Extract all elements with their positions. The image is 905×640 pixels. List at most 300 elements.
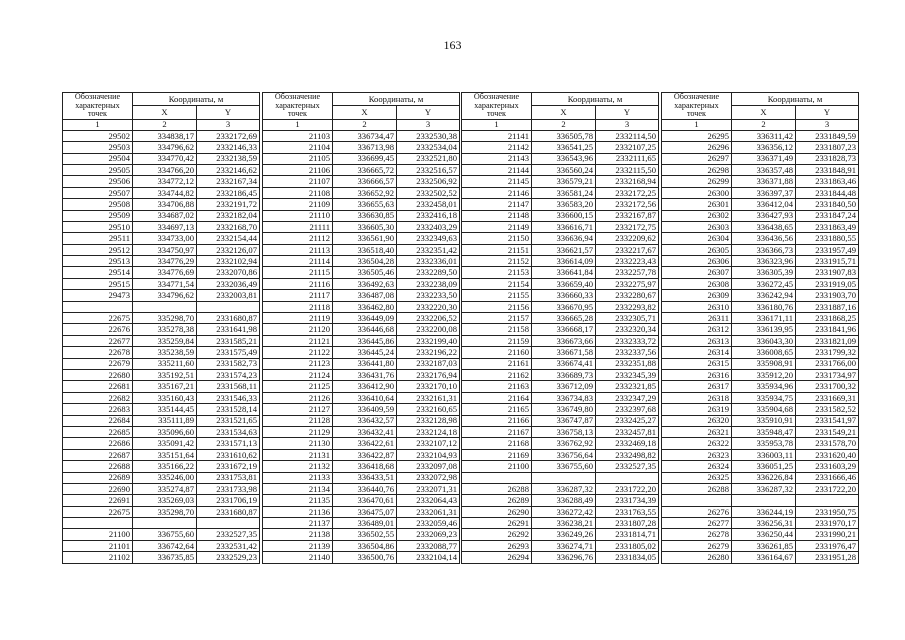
x-value: 336742,64: [133, 540, 197, 551]
y-value: 2332289,50: [397, 267, 460, 278]
point-id: 21168: [462, 438, 532, 449]
table-row: [63, 313, 260, 324]
table-row: [662, 256, 859, 267]
x-value: 336470,61: [333, 495, 397, 506]
table-row: [462, 392, 659, 403]
point-id: 26279: [662, 540, 732, 551]
x-value: 336250,44: [732, 529, 796, 540]
point-id: 21162: [462, 369, 532, 380]
coordinates-header: Координаты, м: [333, 93, 460, 106]
table-row: [462, 142, 659, 153]
point-id: [462, 472, 532, 483]
table-row: [63, 438, 260, 449]
point-id: 21166: [462, 415, 532, 426]
x-value: 336418,68: [333, 461, 397, 472]
table-row: [263, 142, 460, 153]
table-row: [462, 415, 659, 426]
table-row: [462, 244, 659, 255]
y-value: 2331571,13: [197, 438, 260, 449]
table-row: [462, 164, 659, 175]
y-value: 2332104,14: [397, 552, 460, 563]
point-id: 21148: [462, 210, 532, 221]
x-value: 334706,88: [133, 199, 197, 210]
header-row: [462, 93, 659, 106]
table-row: [662, 347, 859, 358]
column-number: 1: [263, 119, 333, 130]
point-id: 22675: [63, 506, 133, 517]
point-id: 21131: [263, 449, 333, 460]
y-value: 2332351,88: [596, 358, 659, 369]
y-value: 2331734,39: [596, 495, 659, 506]
y-value: 2331568,11: [197, 381, 260, 392]
y-value: 2331907,83: [796, 267, 859, 278]
y-value: 2331734,97: [796, 369, 859, 380]
point-id: 26290: [462, 506, 532, 517]
x-value: 336605,30: [333, 221, 397, 232]
table-row: [662, 369, 859, 380]
y-value: 2332397,68: [596, 404, 659, 415]
x-value: 335167,21: [133, 381, 197, 392]
table-row: [662, 313, 859, 324]
point-id: 29515: [63, 278, 133, 289]
table-row: [63, 483, 260, 494]
x-value: 336043,30: [732, 335, 796, 346]
point-id: 26308: [662, 278, 732, 289]
column-number: 3: [397, 119, 460, 130]
x-value: 334796,62: [133, 142, 197, 153]
point-id: 26309: [662, 290, 732, 301]
y-header: Y: [197, 106, 260, 119]
x-value: 335953,78: [732, 438, 796, 449]
x-value: 336504,86: [333, 540, 397, 551]
point-id: 26306: [662, 256, 732, 267]
x-value: 336274,71: [532, 540, 596, 551]
table-row: [263, 244, 460, 255]
x-value: 334776,29: [133, 256, 197, 267]
table-row: [662, 221, 859, 232]
table-row: [63, 415, 260, 426]
table-row: [462, 495, 659, 506]
x-value: 336755,60: [532, 461, 596, 472]
x-value: 336666,57: [333, 176, 397, 187]
y-value: 2331680,87: [197, 506, 260, 517]
y-value: 2332233,50: [397, 290, 460, 301]
point-id: 29512: [63, 244, 133, 255]
y-value: 2332196,22: [397, 347, 460, 358]
point-id: 22685: [63, 426, 133, 437]
x-value: 334687,02: [133, 210, 197, 221]
table-row: [263, 506, 460, 517]
x-value: 336436,56: [732, 233, 796, 244]
header-row: [63, 93, 260, 106]
y-value: 2331620,40: [796, 449, 859, 460]
x-value: 336502,55: [333, 529, 397, 540]
point-id: 26294: [462, 552, 532, 563]
coordinates-table-1: [62, 92, 260, 564]
x-value: 336261,85: [732, 540, 796, 551]
x-value: 336242,94: [732, 290, 796, 301]
table-row: [263, 267, 460, 278]
y-value: 2332351,42: [397, 244, 460, 255]
table-row: [662, 335, 859, 346]
point-id: 21123: [263, 358, 333, 369]
y-value: 2332516,57: [397, 164, 460, 175]
point-id: [662, 495, 732, 506]
point-id: 21102: [63, 552, 133, 563]
y-value: 2332220,30: [397, 301, 460, 312]
x-value: 336422,87: [333, 449, 397, 460]
point-id: 22680: [63, 369, 133, 380]
point-id: 21136: [263, 506, 333, 517]
point-id: 22688: [63, 461, 133, 472]
x-value: 335211,60: [133, 358, 197, 369]
x-value: 335910,91: [732, 415, 796, 426]
point-id: 22678: [63, 347, 133, 358]
x-value: 334770,42: [133, 153, 197, 164]
y-value: 2332534,04: [397, 142, 460, 153]
point-id: 21135: [263, 495, 333, 506]
y-value: 2332257,78: [596, 267, 659, 278]
point-id: 21112: [263, 233, 333, 244]
table-row: [662, 358, 859, 369]
point-id: 21143: [462, 153, 532, 164]
x-value: [133, 301, 197, 312]
x-value: 336440,76: [333, 483, 397, 494]
coordinates-header: Координаты, м: [532, 93, 659, 106]
x-value: [133, 518, 197, 529]
table-row: [63, 130, 260, 141]
x-value: 336287,32: [732, 483, 796, 494]
x-value: 336505,46: [333, 267, 397, 278]
y-value: 2331821,09: [796, 335, 859, 346]
column-number: 2: [133, 119, 197, 130]
x-value: 335091,42: [133, 438, 197, 449]
y-value: 2332530,38: [397, 130, 460, 141]
table-row: [263, 392, 460, 403]
y-value: 2331700,32: [796, 381, 859, 392]
y-value: 2332061,31: [397, 506, 460, 517]
y-value: 2331733,98: [197, 483, 260, 494]
table-row: [662, 199, 859, 210]
y-value: 2332059,46: [397, 518, 460, 529]
point-id: 22679: [63, 358, 133, 369]
y-value: 2332469,18: [596, 438, 659, 449]
point-id: 29507: [63, 187, 133, 198]
y-value: 2331585,21: [197, 335, 260, 346]
point-id: 21110: [263, 210, 333, 221]
point-id: 21151: [462, 244, 532, 255]
point-id: 21167: [462, 426, 532, 437]
x-value: 336422,61: [333, 438, 397, 449]
y-value: 2332104,93: [397, 449, 460, 460]
x-value: 336244,19: [732, 506, 796, 517]
x-value: 334766,20: [133, 164, 197, 175]
y-value: 2331672,19: [197, 461, 260, 472]
point-id: 26288: [662, 483, 732, 494]
point-id: 21145: [462, 176, 532, 187]
header-row: [662, 93, 859, 106]
x-value: 336492,63: [333, 278, 397, 289]
y-value: 2332128,98: [397, 415, 460, 426]
table-row: [662, 381, 859, 392]
x-value: 336561,90: [333, 233, 397, 244]
point-id: 22689: [63, 472, 133, 483]
y-value: 2332345,39: [596, 369, 659, 380]
column-number: 3: [197, 119, 260, 130]
y-value: 2331706,19: [197, 495, 260, 506]
x-value: 336734,83: [532, 392, 596, 403]
point-id: 29511: [63, 233, 133, 244]
x-header: X: [133, 106, 197, 119]
point-id: 29503: [63, 142, 133, 153]
point-id: 26292: [462, 529, 532, 540]
y-value: 2331722,20: [796, 483, 859, 494]
y-value: 2332293,82: [596, 301, 659, 312]
x-value: 335298,70: [133, 506, 197, 517]
x-header: X: [532, 106, 596, 119]
x-value: 336665,72: [333, 164, 397, 175]
x-value: 336747,87: [532, 415, 596, 426]
point-id: 26322: [662, 438, 732, 449]
point-id: 26296: [662, 142, 732, 153]
point-id: 21146: [462, 187, 532, 198]
point-id: 21117: [263, 290, 333, 301]
x-value: 334697,13: [133, 221, 197, 232]
point-id: 26307: [662, 267, 732, 278]
point-id: 26291: [462, 518, 532, 529]
x-value: 334772,12: [133, 176, 197, 187]
table-row: [263, 335, 460, 346]
y-value: 2332124,18: [397, 426, 460, 437]
table-row: [662, 153, 859, 164]
x-value: 336238,21: [532, 518, 596, 529]
y-value: 2331578,70: [796, 438, 859, 449]
x-value: 336171,11: [732, 313, 796, 324]
point-id: 26325: [662, 472, 732, 483]
table-row: [63, 358, 260, 369]
x-value: 336668,17: [532, 324, 596, 335]
x-value: 336449,09: [333, 313, 397, 324]
table-row: [263, 358, 460, 369]
x-value: 336755,60: [133, 529, 197, 540]
table-row: [63, 221, 260, 232]
y-value: 2332199,40: [397, 335, 460, 346]
x-value: 334776,69: [133, 267, 197, 278]
point-id: 29509: [63, 210, 133, 221]
y-value: 2332223,43: [596, 256, 659, 267]
table-row: [263, 483, 460, 494]
x-value: 336164,67: [732, 552, 796, 563]
x-value: 336652,92: [333, 187, 397, 198]
y-value: 2332168,94: [596, 176, 659, 187]
y-value: 2331799,32: [796, 347, 859, 358]
point-id: 21113: [263, 244, 333, 255]
y-value: [197, 301, 260, 312]
table-row: [263, 187, 460, 198]
y-value: 2332521,80: [397, 153, 460, 164]
x-value: 335238,59: [133, 347, 197, 358]
table-row: [263, 233, 460, 244]
y-value: 2332172,56: [596, 199, 659, 210]
point-id: 21164: [462, 392, 532, 403]
x-value: 336756,64: [532, 449, 596, 460]
table-row: [462, 506, 659, 517]
x-value: 336288,49: [532, 495, 596, 506]
x-value: 336051,25: [732, 461, 796, 472]
point-id: 26276: [662, 506, 732, 517]
x-value: 336180,76: [732, 301, 796, 312]
x-value: 336397,37: [732, 187, 796, 198]
table-row: [662, 483, 859, 494]
x-value: 336371,49: [732, 153, 796, 164]
point-id: 21165: [462, 404, 532, 415]
y-value: 2331957,49: [796, 244, 859, 255]
point-id: 21100: [462, 461, 532, 472]
point-id: [63, 301, 133, 312]
y-value: 2332186,45: [197, 187, 260, 198]
x-value: 336412,04: [732, 199, 796, 210]
x-value: 336008,65: [732, 347, 796, 358]
y-value: 2331844,48: [796, 187, 859, 198]
point-id: 22691: [63, 495, 133, 506]
y-header: Y: [397, 106, 460, 119]
point-id: 21115: [263, 267, 333, 278]
point-id: 26299: [662, 176, 732, 187]
x-value: 336226,84: [732, 472, 796, 483]
table-row: [462, 335, 659, 346]
y-value: 2332280,67: [596, 290, 659, 301]
table-row: [63, 540, 260, 551]
point-id: 21142: [462, 142, 532, 153]
table-row: [662, 495, 859, 506]
point-id: 21157: [462, 313, 532, 324]
x-value: 336699,45: [333, 153, 397, 164]
x-value: 334744,82: [133, 187, 197, 198]
table-row: [662, 130, 859, 141]
table-row: [462, 153, 659, 164]
point-id: 26324: [662, 461, 732, 472]
point-id: 22684: [63, 415, 133, 426]
table-row: [63, 392, 260, 403]
table-row: [63, 153, 260, 164]
point-id: 29502: [63, 130, 133, 141]
y-value: 2331863,49: [796, 221, 859, 232]
table-row: [63, 301, 260, 312]
y-value: [796, 495, 859, 506]
y-value: 2331574,23: [197, 369, 260, 380]
table-row: [462, 199, 659, 210]
y-value: 2331847,24: [796, 210, 859, 221]
point-id: 26289: [462, 495, 532, 506]
table-row: [662, 415, 859, 426]
point-id: 22686: [63, 438, 133, 449]
x-value: 336438,65: [732, 221, 796, 232]
table-row: [662, 164, 859, 175]
column-number: 3: [596, 119, 659, 130]
y-value: 2332275,97: [596, 278, 659, 289]
table-row: [462, 301, 659, 312]
table-row: [462, 221, 659, 232]
table-row: [662, 278, 859, 289]
table-row: [63, 278, 260, 289]
header-row: [263, 93, 460, 106]
table-row: [662, 426, 859, 437]
y-value: 2332531,42: [197, 540, 260, 551]
point-id: 26320: [662, 415, 732, 426]
table-row: [263, 278, 460, 289]
point-id: 29504: [63, 153, 133, 164]
table-row: [263, 529, 460, 540]
x-header: X: [333, 106, 397, 119]
point-id: 21116: [263, 278, 333, 289]
point-id: 21161: [462, 358, 532, 369]
y-value: 2331849,59: [796, 130, 859, 141]
y-value: 2332107,25: [596, 142, 659, 153]
y-value: 2331919,05: [796, 278, 859, 289]
x-value: 336287,32: [532, 483, 596, 494]
x-value: 336487,08: [333, 290, 397, 301]
x-value: 336445,86: [333, 335, 397, 346]
point-id: 22681: [63, 381, 133, 392]
x-value: 336272,45: [732, 278, 796, 289]
point-id: 21155: [462, 290, 532, 301]
x-value: 336579,21: [532, 176, 596, 187]
x-value: 336441,80: [333, 358, 397, 369]
x-value: 335278,38: [133, 324, 197, 335]
point-id: 21156: [462, 301, 532, 312]
table-row: [462, 540, 659, 551]
table-row: [263, 495, 460, 506]
point-id: 26318: [662, 392, 732, 403]
column-number: 3: [796, 119, 859, 130]
table-row: [462, 404, 659, 415]
x-value: 335259,84: [133, 335, 197, 346]
y-value: 2331753,81: [197, 472, 260, 483]
x-value: 336670,95: [532, 301, 596, 312]
table-row: [263, 472, 460, 483]
y-value: 2331669,31: [796, 392, 859, 403]
table-row: [462, 472, 659, 483]
point-id: 26298: [662, 164, 732, 175]
x-value: 334771,54: [133, 278, 197, 289]
y-value: 2332320,34: [596, 324, 659, 335]
y-value: 2331575,49: [197, 347, 260, 358]
y-value: 2332206,52: [397, 313, 460, 324]
x-value: 336543,96: [532, 153, 596, 164]
point-id: 21152: [462, 256, 532, 267]
x-value: 336356,12: [732, 142, 796, 153]
point-id: 21139: [263, 540, 333, 551]
y-value: 2332200,08: [397, 324, 460, 335]
table-row: [63, 518, 260, 529]
table-row: [462, 529, 659, 540]
y-header: Y: [796, 106, 859, 119]
y-value: 2331666,46: [796, 472, 859, 483]
x-value: 336735,85: [133, 552, 197, 563]
y-value: 2332161,31: [397, 392, 460, 403]
table-row: [63, 233, 260, 244]
x-value: 336600,15: [532, 210, 596, 221]
y-value: 2332347,29: [596, 392, 659, 403]
x-value: 336758,13: [532, 426, 596, 437]
y-value: 2332238,09: [397, 278, 460, 289]
x-value: 335934,75: [732, 392, 796, 403]
y-value: 2331722,20: [596, 483, 659, 494]
table-row: [662, 267, 859, 278]
y-value: 2332209,62: [596, 233, 659, 244]
y-value: 2332115,50: [596, 164, 659, 175]
point-id: 21144: [462, 164, 532, 175]
